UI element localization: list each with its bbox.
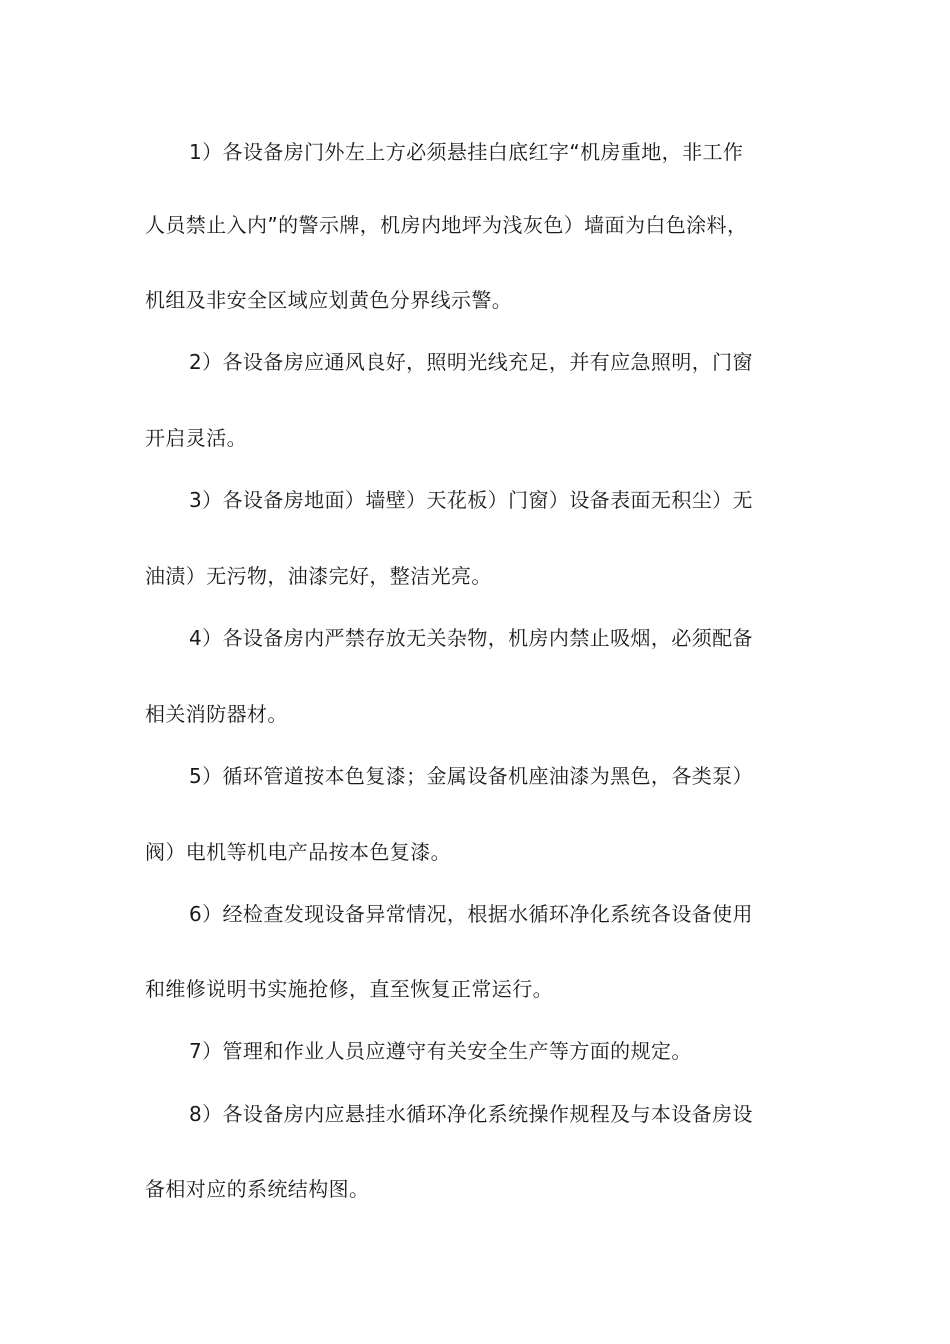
paragraph-2-line-1: 2）各设备房应通风良好，照明光线充足，并有应急照明，门窗 (189, 350, 753, 374)
paragraph-1-line-3: 机组及非安全区域应划黄色分界线示警。 (145, 288, 513, 312)
paragraph-7-line-1: 7）管理和作业人员应遵守有关安全生产等方面的规定。 (189, 1039, 692, 1063)
paragraph-1-line-1: 1）各设备房门外左上方必须悬挂白底红字“机房重地，非工作 (189, 140, 744, 164)
paragraph-3-line-2: 油渍）无污物，油漆完好，整洁光亮。 (145, 564, 492, 588)
paragraph-6-line-1: 6）经检查发现设备异常情况，根据水循环净化系统各设备使用 (189, 902, 753, 926)
paragraph-4-line-2: 相关消防器材。 (145, 702, 288, 726)
paragraph-1-line-2: 人员禁止入内”的警示牌，机房内地坪为浅灰色）墙面为白色涂料， (145, 213, 748, 237)
paragraph-5-line-2: 阀）电机等机电产品按本色复漆。 (145, 840, 451, 864)
paragraph-3-line-1: 3）各设备房地面）墙壁）天花板）门窗）设备表面无积尘）无 (189, 488, 753, 512)
paragraph-5-line-1: 5）循环管道按本色复漆；金属设备机座油漆为黑色，各类泵） (189, 764, 753, 788)
paragraph-8-line-1: 8）各设备房内应悬挂水循环净化系统操作规程及与本设备房设 (189, 1102, 753, 1126)
paragraph-6-line-2: 和维修说明书实施抢修，直至恢复正常运行。 (145, 977, 553, 1001)
paragraph-8-line-2: 备相对应的系统结构图。 (145, 1177, 370, 1201)
paragraph-2-line-2: 开启灵活。 (145, 426, 247, 450)
paragraph-4-line-1: 4）各设备房内严禁存放无关杂物，机房内禁止吸烟，必须配备 (189, 626, 753, 650)
